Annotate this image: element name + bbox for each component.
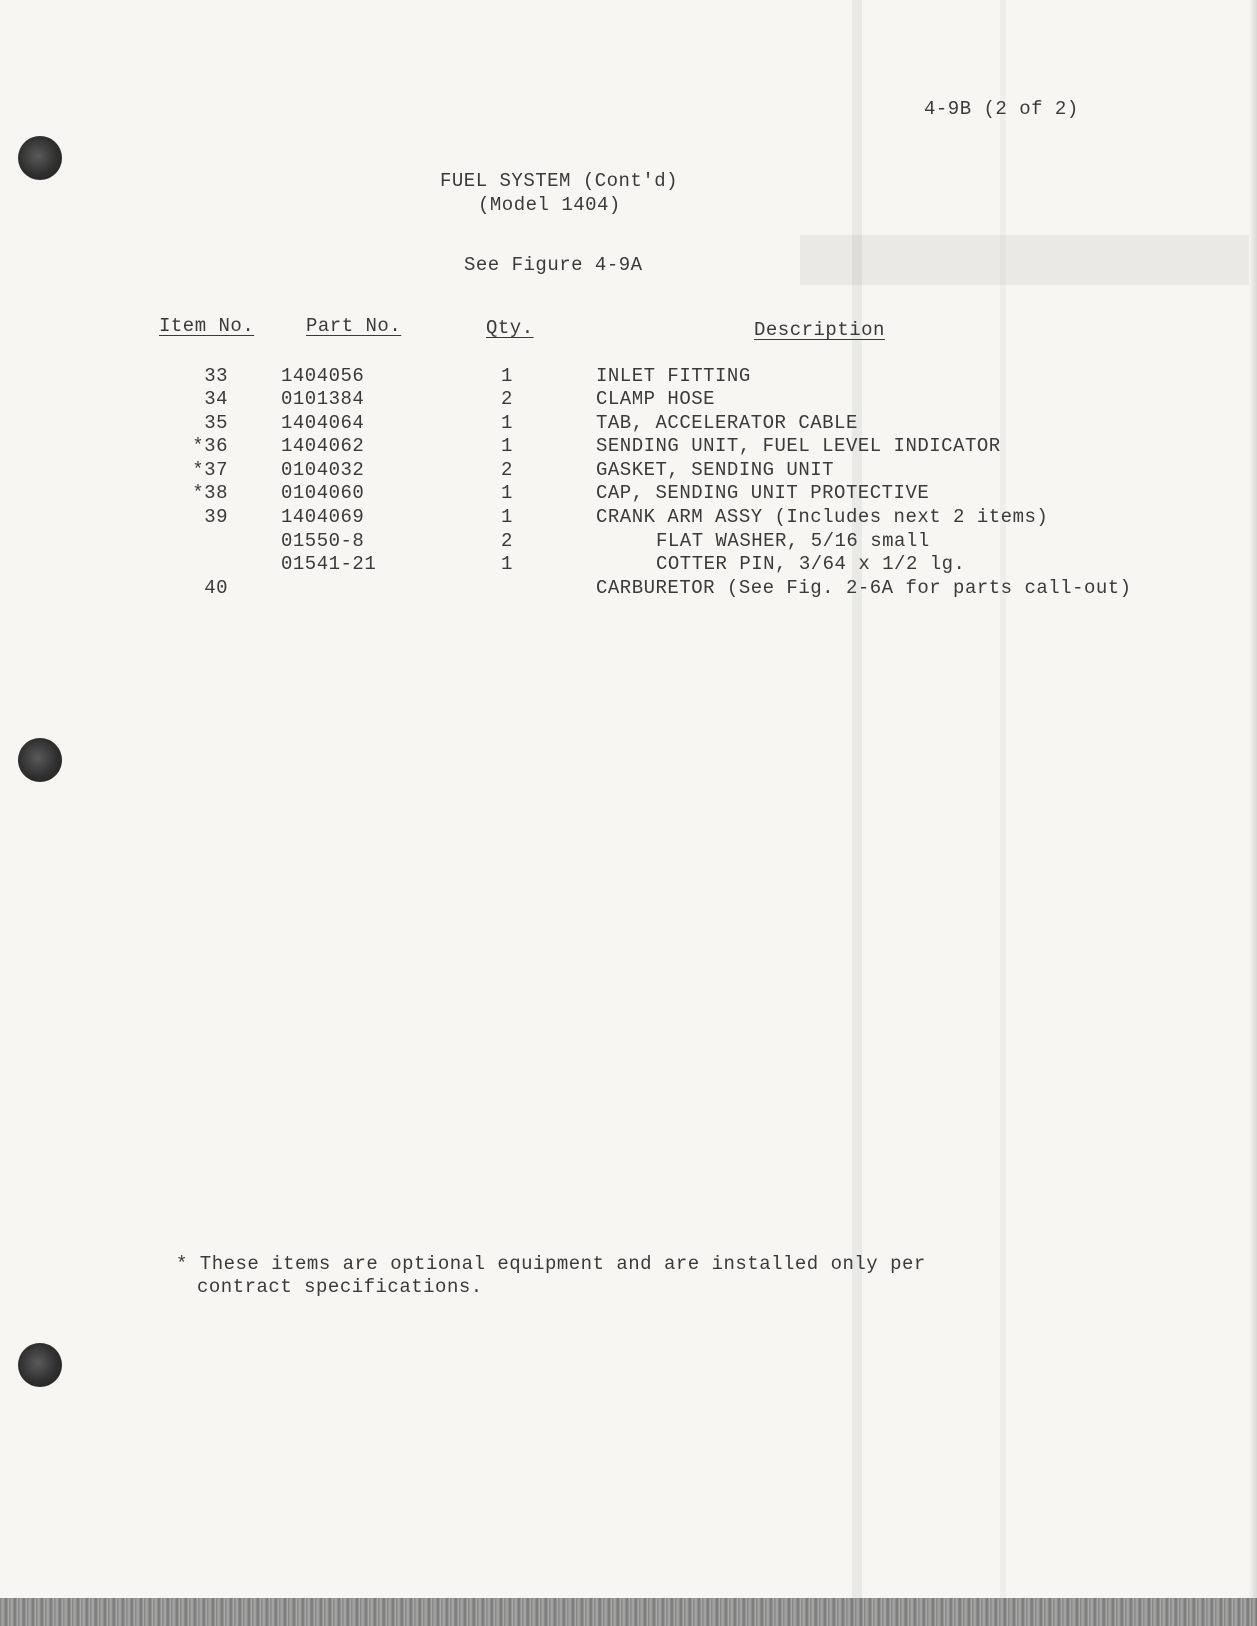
cell-part-no: 1404064 [281,412,365,434]
cell-description: SENDING UNIT, FUEL LEVEL INDICATOR [596,435,1001,457]
cell-part-no: 1404062 [281,435,365,457]
table-row [0,576,1257,600]
cell-description: CARBURETOR (See Fig. 2-6A for parts call-out) [596,577,1132,599]
cell-qty: 1 [501,482,513,504]
cell-part-no: 0101384 [281,388,365,410]
table-row [0,529,1257,553]
table-row [0,387,1257,411]
cell-part-no: 01550-8 [281,530,365,552]
table-row [0,434,1257,458]
table-row [0,411,1257,435]
page-reference: 4-9B (2 of 2) [924,98,1079,120]
cell-item-no: 34 [204,388,228,410]
punch-hole-icon [18,136,62,180]
header-qty: Qty. [486,317,534,339]
footnote-line-2: contract specifications. [197,1276,483,1298]
punch-hole-icon [18,1343,62,1387]
cell-qty: 2 [501,459,513,481]
cell-description: FLAT WASHER, 5/16 small [656,530,930,552]
cell-description: CLAMP HOSE [596,388,716,410]
header-part-no: Part No. [306,315,402,337]
cell-qty: 2 [501,530,513,552]
cell-qty: 1 [501,365,513,387]
cell-part-no: 1404056 [281,365,365,387]
cell-item-no: *38 [192,482,228,504]
cell-description: TAB, ACCELERATOR CABLE [596,412,858,434]
cell-description: CAP, SENDING UNIT PROTECTIVE [596,482,930,504]
table-row [0,505,1257,529]
cell-part-no: 1404069 [281,506,365,528]
scan-bottom-band [0,1598,1257,1626]
table-row [0,458,1257,482]
cell-qty: 1 [501,412,513,434]
scan-smudge [800,235,1250,285]
cell-description: COTTER PIN, 3/64 x 1/2 lg. [656,553,966,575]
cell-item-no: 40 [204,577,228,599]
cell-part-no: 01541-21 [281,553,377,575]
cell-item-no: 33 [204,365,228,387]
cell-description: INLET FITTING [596,365,751,387]
cell-part-no: 0104060 [281,482,365,504]
cell-item-no: *37 [192,459,228,481]
table-row [0,552,1257,576]
table-row [0,364,1257,388]
cell-qty: 1 [501,506,513,528]
cell-qty: 1 [501,553,513,575]
punch-hole-icon [18,738,62,782]
header-description: Description [754,319,885,341]
cell-item-no: 39 [204,506,228,528]
cell-description: CRANK ARM ASSY (Includes next 2 items) [596,506,1049,528]
scan-edge [1249,0,1257,1626]
cell-description: GASKET, SENDING UNIT [596,459,835,481]
cell-part-no: 0104032 [281,459,365,481]
cell-item-no: *36 [192,435,228,457]
footnote-line-1: * These items are optional equipment and are installed only per [176,1253,926,1275]
cell-qty: 1 [501,435,513,457]
cell-qty: 2 [501,388,513,410]
table-row [0,481,1257,505]
section-title: FUEL SYSTEM (Cont'd) [440,170,679,192]
header-item-no: Item No. [159,315,255,337]
figure-reference: See Figure 4-9A [464,254,643,276]
cell-item-no: 35 [204,412,228,434]
section-subtitle: (Model 1404) [478,194,621,216]
